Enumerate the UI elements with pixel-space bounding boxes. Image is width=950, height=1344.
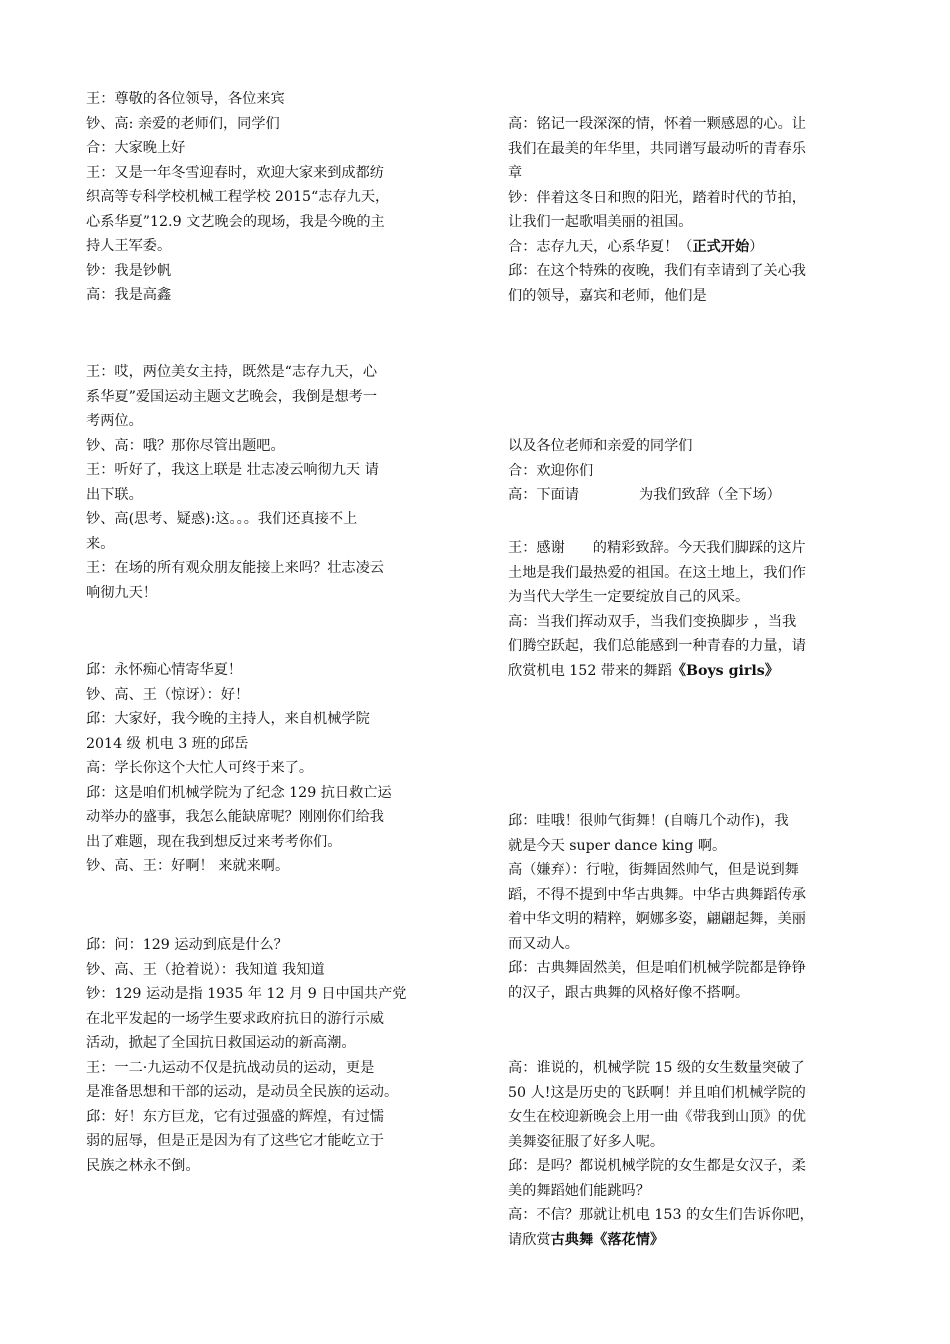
text-line: 邱：好！东方巨龙，它有过强盛的辉煌，有过懦 — [86, 1108, 384, 1125]
text-line: 活动，掀起了全国抗日救国运动的新高潮。 — [86, 1035, 356, 1051]
text-line: 我们在最美的年华里，共同谱写最动听的青春乐 — [508, 140, 806, 157]
text-line: 以及各位老师和亲爱的同学们 — [508, 438, 693, 454]
text-line: 邱：大家好，我今晚的主持人，来自机械学院 — [86, 711, 370, 727]
text-line: 合：志存九天，心系华夏！（正式开始） — [508, 238, 764, 255]
text-line: 钞、高：哦？那你尽管出题吧。 — [86, 437, 285, 454]
text-line: 请欣赏古典舞《落花情》 — [508, 1231, 665, 1248]
right-block-3 — [508, 536, 864, 683]
text-line: 高：不信？那就让机电 153 的女生们告诉你吧， — [508, 1207, 814, 1223]
text-line: 欣赏机电 152 带来的舞蹈《Boys girls》 — [508, 662, 779, 679]
text-line: 钞、高、王：好啊！ 来就来啊。 — [86, 858, 290, 874]
text-line: 2014 级 机电 3 班的邱岳 — [86, 735, 249, 752]
text-line: 合：大家晚上好 — [86, 140, 186, 156]
text-line: 章 — [508, 165, 523, 181]
text-line: 钞、高(思考、疑惑):这。。。我们还真接不上 — [86, 511, 358, 527]
text-line: 的汉子，跟古典舞的风格好像不搭啊。 — [508, 984, 750, 1001]
text-line: 让我们一起歌唱美丽的祖国。 — [508, 214, 693, 230]
text-line: 出了难题，现在我到想反过来考考你们。 — [86, 833, 342, 850]
bold-text: 古典舞《落花情》 — [550, 1231, 665, 1248]
text-line: 王：听好了，我这上联是 壮志凌云响彻九天 请 — [86, 462, 379, 478]
text-line: 织高等专科学校机械工程学校 2015“志存九天， — [86, 189, 390, 205]
text-line: 土地是我们最热爱的祖国。在这土地上，我们作 — [508, 564, 806, 581]
right-block-1 — [508, 112, 864, 308]
text-line: 出下联。 — [86, 486, 143, 503]
text-line: 就是今天 super dance king 啊。 — [508, 837, 727, 854]
text-line: 来。 — [86, 535, 115, 552]
text-line: 着中华文明的精粹，婀娜多姿，翩翩起舞，美丽 — [508, 911, 806, 927]
text-line: 女生在校迎新晚会上用一曲《带我到山顶》的优 — [508, 1109, 806, 1125]
text-line: 邱：这是咱们机械学院为了纪念 129 抗日救亡运 — [86, 784, 392, 801]
text-line: 邱：永怀痴心情寄华夏！ — [86, 662, 243, 678]
text-line: 合：欢迎你们 — [508, 462, 594, 479]
text-line: 高：谁说的，机械学院 15 级的女生数量突破了 — [508, 1060, 805, 1076]
text-line: 高：铭记一段深深的情，怀着一颗感恩的心。让 — [508, 116, 806, 132]
bold-text: 《Boys girls》 — [671, 662, 779, 679]
text-line: 持人王军委。 — [86, 238, 172, 254]
text-line: 钞、高、王（惊讶）：好！ — [86, 686, 250, 703]
text-line: 蹈，不得不提到中华古典舞。中华古典舞蹈传承 — [508, 886, 806, 903]
text-line: 高：我是高鑫 — [86, 287, 172, 303]
text-line: 民族之林永不倒。 — [86, 1157, 200, 1174]
text-line: 心系华夏”12.9 文艺晚会的现场，我是今晚的主 — [86, 213, 385, 230]
right-block-5 — [508, 1056, 864, 1252]
text-line: 高：学长你这个大忙人可终于来了。 — [86, 760, 314, 776]
left-block-3 — [86, 658, 456, 879]
text-line: 王：在场的所有观众朋友能接上来吗？壮志凌云 — [86, 560, 384, 576]
text-line: 钞：129 运动是指 1935 年 12 月 9 日中国共产党 — [86, 986, 407, 1002]
text-line: 高：当我们挥动双手，当我们变换脚步 ，当我 — [508, 613, 797, 630]
text-line: 50 人!这是历史的飞跃啊！并且咱们机械学院的 — [508, 1084, 806, 1101]
text-line: 美的舞蹈她们能跳吗？ — [508, 1182, 650, 1199]
left-block-4 — [86, 933, 456, 1178]
text-line: 美舞姿征服了好多人呢。 — [508, 1133, 665, 1150]
text-line: 系华夏”爱国运动主题文艺晚会，我倒是想考一 — [86, 388, 378, 405]
text-line: 弱的屈辱，但是正是因为有了这些它才能屹立于 — [86, 1133, 384, 1149]
text-line: 邱：问：129 运动到底是什么？ — [86, 937, 288, 953]
text-line: 在北平发起的一场学生要求政府抗日的游行示威 — [86, 1010, 384, 1027]
text-line: 王：尊敬的各位领导，各位来宾 — [86, 91, 285, 107]
text-line: 邱：是吗？都说机械学院的女生都是女汉子，柔 — [508, 1158, 806, 1174]
text-line: 钞：伴着这冬日和煦的阳光，踏着时代的节拍， — [508, 189, 806, 206]
text-line: 王：哎，两位美女主持，既然是“志存九天，心 — [86, 364, 378, 380]
text-line: 们的领导，嘉宾和老师，他们是 — [508, 287, 707, 304]
text-line: 钞：我是钞帆 — [86, 262, 172, 279]
text-line: 而又动人。 — [508, 935, 579, 952]
text-line: 考两位。 — [86, 413, 143, 429]
text-line: 邱：古典舞固然美，但是咱们机械学院都是铮铮 — [508, 960, 806, 976]
text-line: 为当代大学生一定要绽放自己的风采。 — [508, 589, 750, 605]
right-block-2 — [508, 434, 864, 508]
text-line: 邱：在这个特殊的夜晚，我们有幸请到了关心我 — [508, 263, 806, 279]
text-line: 钞、高: 亲爱的老师们，同学们 — [86, 115, 280, 132]
text-line: 高（嫌弃）：行啦，街舞固然帅气，但是说到舞 — [508, 862, 799, 878]
text-line: 响彻九天！ — [86, 584, 157, 601]
text-line: 动举办的盛事，我怎么能缺席呢？刚刚你们给我 — [86, 809, 384, 825]
text-line: 们腾空跃起，我们总能感到一种青春的力量，请 — [508, 638, 806, 654]
left-block-1 — [86, 87, 456, 308]
left-block-2 — [86, 360, 456, 605]
text-line: 王：又是一年冬雪迎春时，欢迎大家来到成都纺 — [86, 164, 384, 181]
text-line: 邱：哇哦！很帅气街舞！(自嗨几个动作)，我 — [508, 813, 789, 829]
bold-text: 正式开始 — [692, 238, 750, 255]
right-block-4 — [508, 809, 864, 1005]
text-line: 王：一二·九运动不仅是抗战动员的运动，更是 — [86, 1059, 375, 1076]
text-line: 王：感谢 的精彩致辞。今天我们脚踩的这片 — [508, 540, 806, 556]
text-line: 是准备思想和干部的运动，是动员全民族的运动。 — [86, 1084, 399, 1100]
text-line: 钞、高、王（抢着说）：我知道 我知道 — [86, 961, 325, 978]
text-line: 高：下面请 为我们致辞（全下场） — [508, 487, 781, 503]
